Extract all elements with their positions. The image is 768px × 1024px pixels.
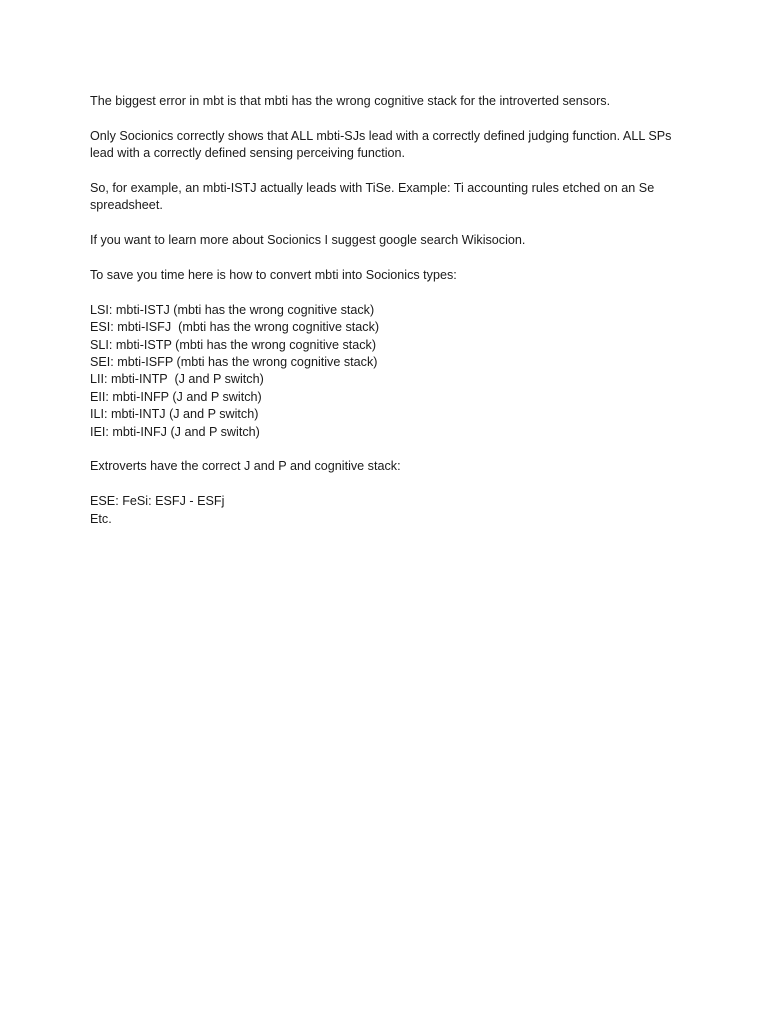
closing-lines [90,493,680,528]
paragraph-extroverts-note: Extroverts have the correct J and P and cognitive stack: [90,459,401,474]
conversion-item-iei: IEI: mbti-INFJ (J and P switch) [90,424,260,439]
document-body [90,93,680,545]
paragraph-istj-example: So, for example, an mbti-ISTJ actually leads with TiSe. Example: Ti accounting rules etched on an Se spreadsheet. [90,181,655,213]
conversion-list [90,302,680,441]
conversion-item-esi: ESI: mbti-ISFJ (mbti has the wrong cognitive stack) [90,320,380,335]
paragraph-learn-more: If you want to learn more about Socionics I suggest google search Wikisocion. [90,233,526,248]
paragraph-socionics-correct: Only Socionics correctly shows that ALL mbti-SJs lead with a correctly defined judging function. ALL SPs lead with a correctly defined sensing perceiving function. [90,128,672,161]
conversion-item-sli: SLI: mbti-ISTP (mbti has the wrong cognitive stack) [90,337,377,352]
closing-line-ese: ESE: FeSi: ESFJ - ESFj [90,494,225,509]
conversion-item-ili: ILI: mbti-INTJ (J and P switch) [90,407,259,422]
paragraph-biggest-error: The biggest error in mbt is that mbti has the wrong cognitive stack for the introverted sensors. [90,94,611,108]
closing-line-etc: Etc. [90,511,112,526]
paragraph-convert-intro: To save you time here is how to convert mbti into Socionics types: [90,268,457,282]
conversion-item-lsi: LSI: mbti-ISTJ (mbti has the wrong cognitive stack) [90,302,375,317]
conversion-item-sei: SEI: mbti-ISFP (mbti has the wrong cognitive stack) [90,355,378,370]
conversion-item-lii: LII: mbti-INTP (J and P switch) [90,372,264,387]
conversion-item-eii: EII: mbti-INFP (J and P switch) [90,389,262,404]
